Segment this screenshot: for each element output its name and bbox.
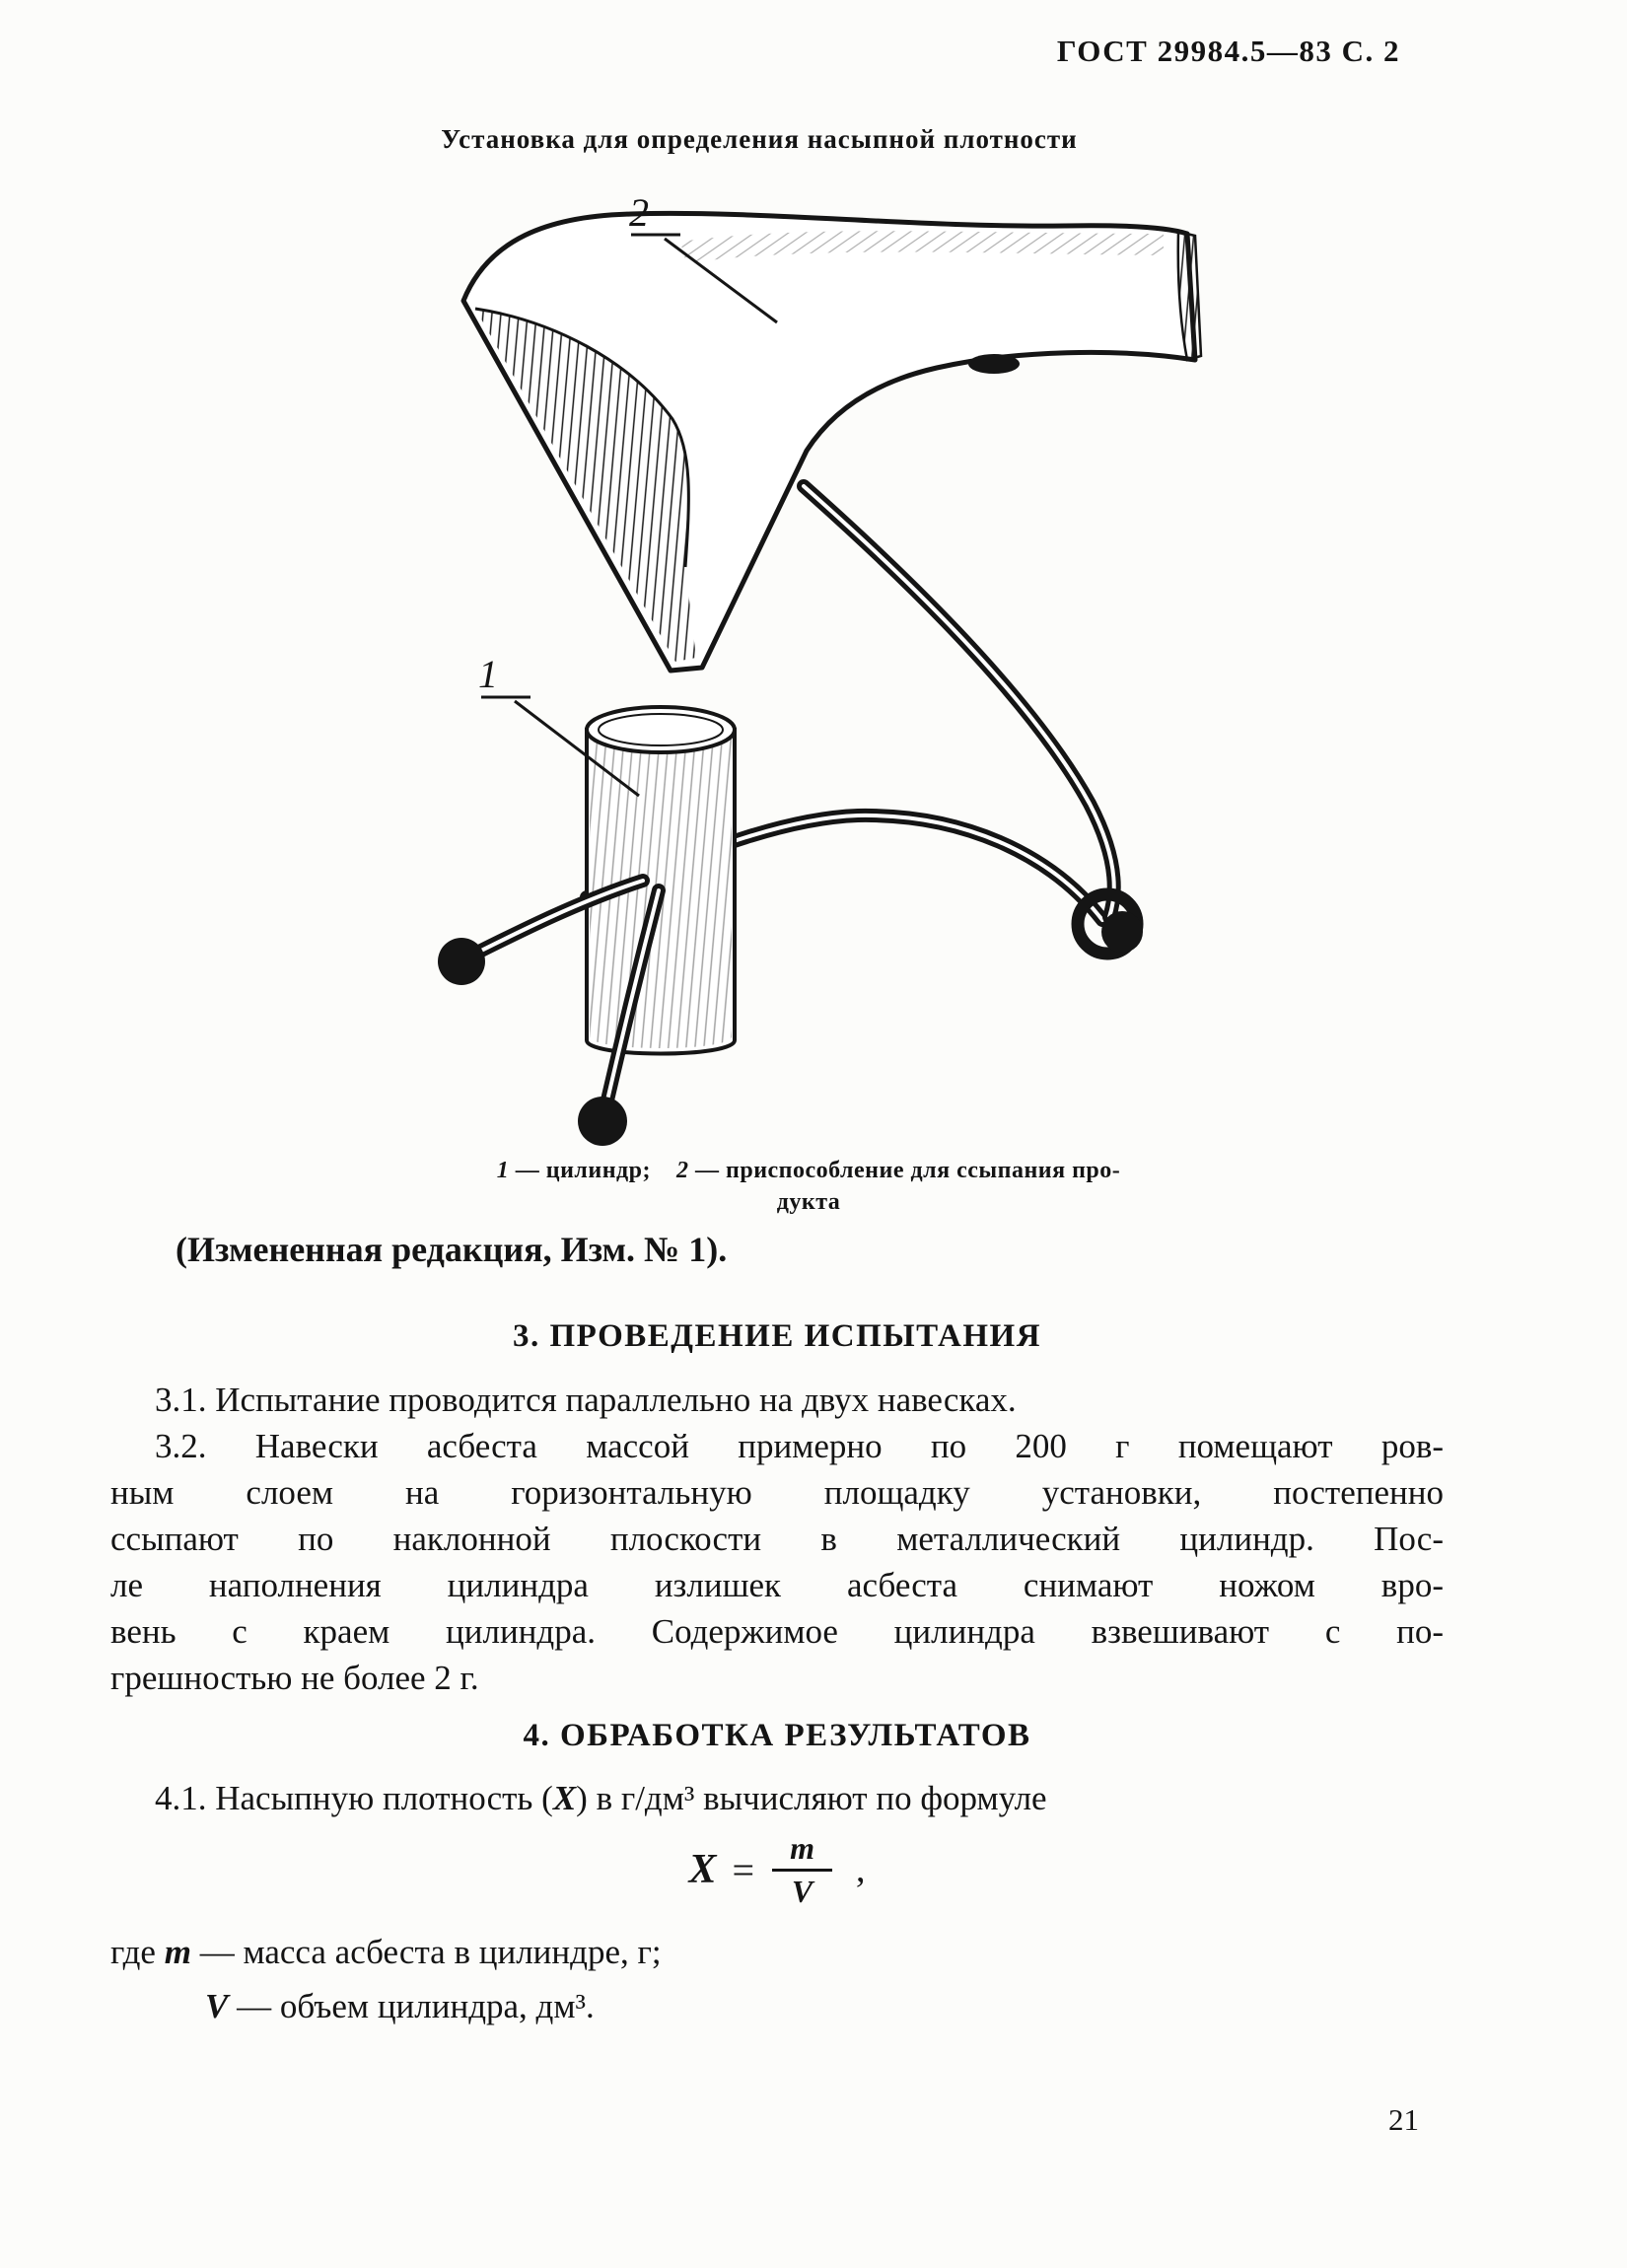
formula-bulk-density: [110, 1830, 1444, 1910]
stand-wire-main: [804, 486, 1114, 917]
figure-caption: [296, 1155, 1321, 1218]
apparatus-figure: [385, 173, 1272, 1169]
variable-m: m: [164, 1933, 191, 1971]
formula-tail: ,: [855, 1849, 866, 1891]
cylinder: [587, 707, 735, 1054]
figure-label-2: 2: [629, 190, 649, 235]
paragraph-4-1: [110, 1779, 1444, 1818]
legend-line-m: [110, 1925, 1444, 1979]
paragraph-3-2-line: вень с краем цилиндра. Содержимое цилиндра взвешивают с по-: [110, 1612, 1444, 1651]
paragraph-3-2-line: 3.2. Навески асбеста массой примерно по 200 г помещают ров-: [155, 1427, 1444, 1465]
figure-label-1: 1: [478, 652, 498, 696]
page-number: 21: [1388, 2102, 1419, 2137]
variable-x: X: [552, 1779, 577, 1817]
formula-lhs: X: [688, 1847, 717, 1893]
figure-title: Установка для определения насыпной плотности: [441, 124, 1078, 154]
document-header: ГОСТ 29984.5—83 С. 2: [1056, 34, 1400, 68]
legend-line-v: [110, 1979, 1444, 2033]
caption-text-2: — приспособление для ссыпания про-: [688, 1158, 1121, 1183]
legend-text: — объем цилиндра, дм³.: [228, 1987, 595, 2025]
revision-note: (Измененная редакция, Изм. № 1).: [176, 1230, 728, 1269]
stand-ball-left: [438, 938, 485, 985]
legend-text: где: [110, 1933, 165, 1971]
formula-equals: =: [732, 1847, 755, 1892]
paragraph-4-1-text: 4.1. Насыпную плотность (: [155, 1779, 553, 1817]
formula-numerator: m: [790, 1830, 814, 1866]
variable-v: V: [205, 1987, 229, 2025]
paragraph-3-1: 3.1. Испытание проводится параллельно на двух навесках.: [155, 1381, 1017, 1419]
section-4-heading: 4. ОБРАБОТКА РЕЗУЛЬТАТОВ: [523, 1718, 1031, 1753]
formula-legend: [110, 1925, 1444, 2033]
section-3-body: [110, 1377, 1444, 1701]
paragraph-3-2-line: грешностью не более 2 г.: [110, 1659, 479, 1697]
chute: [463, 213, 1201, 671]
figure-caption-line1: [296, 1155, 1321, 1186]
legend-text: — масса асбеста в цилиндре, г;: [190, 1933, 662, 1971]
formula-denominator: V: [772, 1869, 832, 1910]
stand-ball-right: [1101, 911, 1143, 953]
paragraph-3-2-line: ле наполнения цилиндра излишек асбеста снимают ножом вро-: [110, 1566, 1444, 1604]
caption-ref-1: 1: [496, 1158, 510, 1183]
paragraph-3-2-line: ным слоем на горизонтальную площадку установки, постепенно: [110, 1473, 1444, 1512]
section-3-heading: 3. ПРОВЕДЕНИЕ ИСПЫТАНИЯ: [512, 1318, 1042, 1354]
figure-caption-line2: дукта: [776, 1189, 841, 1215]
formula-fraction: [770, 1830, 834, 1910]
stand-ball-front: [578, 1097, 627, 1146]
paragraph-3-2-line: ссыпают по наклонной плоскости в металлический цилиндр. Пос-: [110, 1520, 1444, 1558]
caption-ref-2: 2: [676, 1158, 689, 1183]
paragraph-4-1-text: ) в г/дм³ вычисляют по формуле: [576, 1779, 1047, 1817]
caption-text-1: — цилиндр;: [509, 1158, 677, 1183]
